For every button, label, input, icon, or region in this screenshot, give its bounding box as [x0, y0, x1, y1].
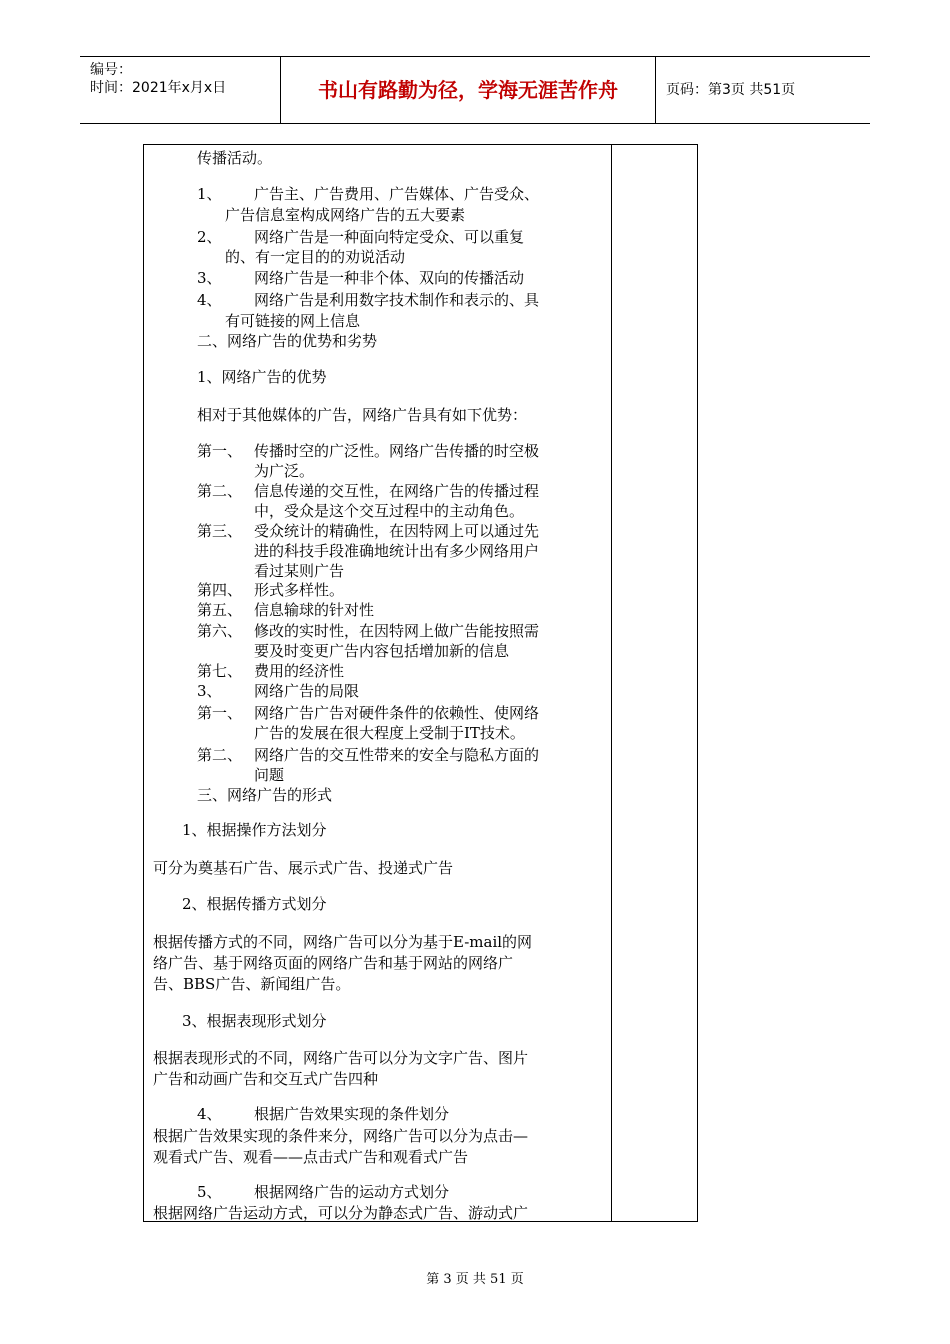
text-line: 修改的实时性，在因特网上做广告能按照需	[254, 622, 540, 640]
text-line: 告、BBS广告、新闻组广告。	[153, 975, 351, 993]
subsection-heading: 3、根据表现形式划分	[182, 1012, 327, 1030]
list-marker: 第六、	[197, 622, 243, 640]
text-line: 信息传递的交互性，在网络广告的传播过程	[254, 482, 540, 500]
time-label: 时间：2021年x月x日	[90, 80, 227, 96]
subsection-heading: 1、根据操作方法划分	[182, 821, 327, 839]
text-line: 相对于其他媒体的广告，网络广告具有如下优势：	[197, 406, 528, 424]
number-label: 编号：	[90, 62, 132, 78]
list-marker: 4、	[197, 291, 222, 309]
text-line: 可分为奠基石广告、展示式广告、投递式广告	[153, 859, 454, 877]
subsection-heading: 根据网络广告的运动方式划分	[254, 1183, 450, 1201]
subsection-heading: 1、网络广告的优势	[197, 368, 327, 386]
text-line: 网络广告广告对硬件条件的依赖性、使网络	[254, 704, 540, 722]
page-header	[80, 56, 870, 124]
text-line: 要及时变更广告内容包括增加新的信息	[254, 642, 510, 660]
text-line: 有可链接的网上信息	[225, 312, 361, 330]
list-marker: 第五、	[197, 601, 243, 619]
subsection-heading: 2、根据传播方式划分	[182, 895, 327, 913]
text-line: 广告主、广告费用、广告媒体、广告受众、	[254, 185, 540, 203]
section-heading: 二、网络广告的优势和劣势	[197, 332, 378, 350]
text-line: 根据网络广告运动方式，可以分为静态式广告、游动式广	[153, 1204, 529, 1222]
list-marker: 第一、	[197, 442, 243, 460]
list-marker: 4、	[197, 1105, 222, 1123]
text-line: 网络广告的局限	[254, 682, 360, 700]
list-marker: 1、	[197, 185, 222, 203]
text-line: 网络广告的交互性带来的安全与隐私方面的	[254, 746, 540, 764]
text-line: 费用的经济性	[254, 662, 345, 680]
header-motto: 书山有路勤为径，学海无涯苦作舟	[280, 57, 656, 123]
list-marker: 第二、	[197, 482, 243, 500]
text-line: 受众统计的精确性，在因特网上可以通过先	[254, 522, 540, 540]
list-marker: 第二、	[197, 746, 243, 764]
text-line: 广告信息室构成网络广告的五大要素	[225, 206, 466, 224]
list-marker: 3、	[197, 682, 222, 700]
subsection-heading: 根据广告效果实现的条件划分	[254, 1105, 450, 1123]
text-line: 根据广告效果实现的条件来分，网络广告可以分为点击—	[153, 1127, 529, 1145]
text-line: 网络广告是利用数字技术制作和表示的、具	[254, 291, 540, 309]
column-divider	[611, 145, 612, 1221]
list-marker: 5、	[197, 1183, 222, 1201]
list-marker: 第一、	[197, 704, 243, 722]
header-meta	[80, 57, 280, 123]
text-line: 网络广告是一种面向特定受众、可以重复	[254, 228, 525, 246]
text-line: 络广告、基于网络页面的网络广告和基于网站的网络广	[153, 954, 514, 972]
text-line: 的、有一定目的的劝说活动	[225, 248, 406, 266]
list-marker: 第四、	[197, 581, 243, 599]
text-line: 看过某则广告	[254, 562, 345, 580]
text-line: 广告的发展在很大程度上受制于IT技术。	[254, 724, 525, 742]
page-footer: 第 3 页 共 51 页	[426, 1272, 524, 1287]
text-line: 为广泛。	[254, 462, 315, 480]
text-line: 问题	[254, 766, 285, 784]
list-marker: 第三、	[197, 522, 243, 540]
header-page-info: 页码：第3页 共51页	[666, 82, 796, 98]
text-line: 根据表现形式的不同，网络广告可以分为文字广告、图片	[153, 1049, 529, 1067]
text-line: 信息输球的针对性	[254, 601, 375, 619]
text-line: 观看式广告、观看——点击式广告和观看式广告	[153, 1148, 469, 1166]
list-marker: 第七、	[197, 662, 243, 680]
list-marker: 3、	[197, 269, 222, 287]
text-line: 广告和动画广告和交互式广告四种	[153, 1070, 379, 1088]
section-heading: 三、网络广告的形式	[197, 786, 333, 804]
text-line: 传播时空的广泛性。网络广告传播的时空极	[254, 442, 540, 460]
text-line: 中，受众是这个交互过程中的主动角色。	[254, 502, 525, 520]
text-line: 根据传播方式的不同，网络广告可以分为基于E-mail的网	[153, 933, 533, 951]
text-line: 传播活动。	[197, 149, 273, 167]
text-line: 形式多样性。	[254, 581, 345, 599]
text-line: 进的科技手段准确地统计出有多少网络用户	[254, 542, 540, 560]
list-marker: 2、	[197, 228, 222, 246]
text-line: 网络广告是一种非个体、双向的传播活动	[254, 269, 525, 287]
